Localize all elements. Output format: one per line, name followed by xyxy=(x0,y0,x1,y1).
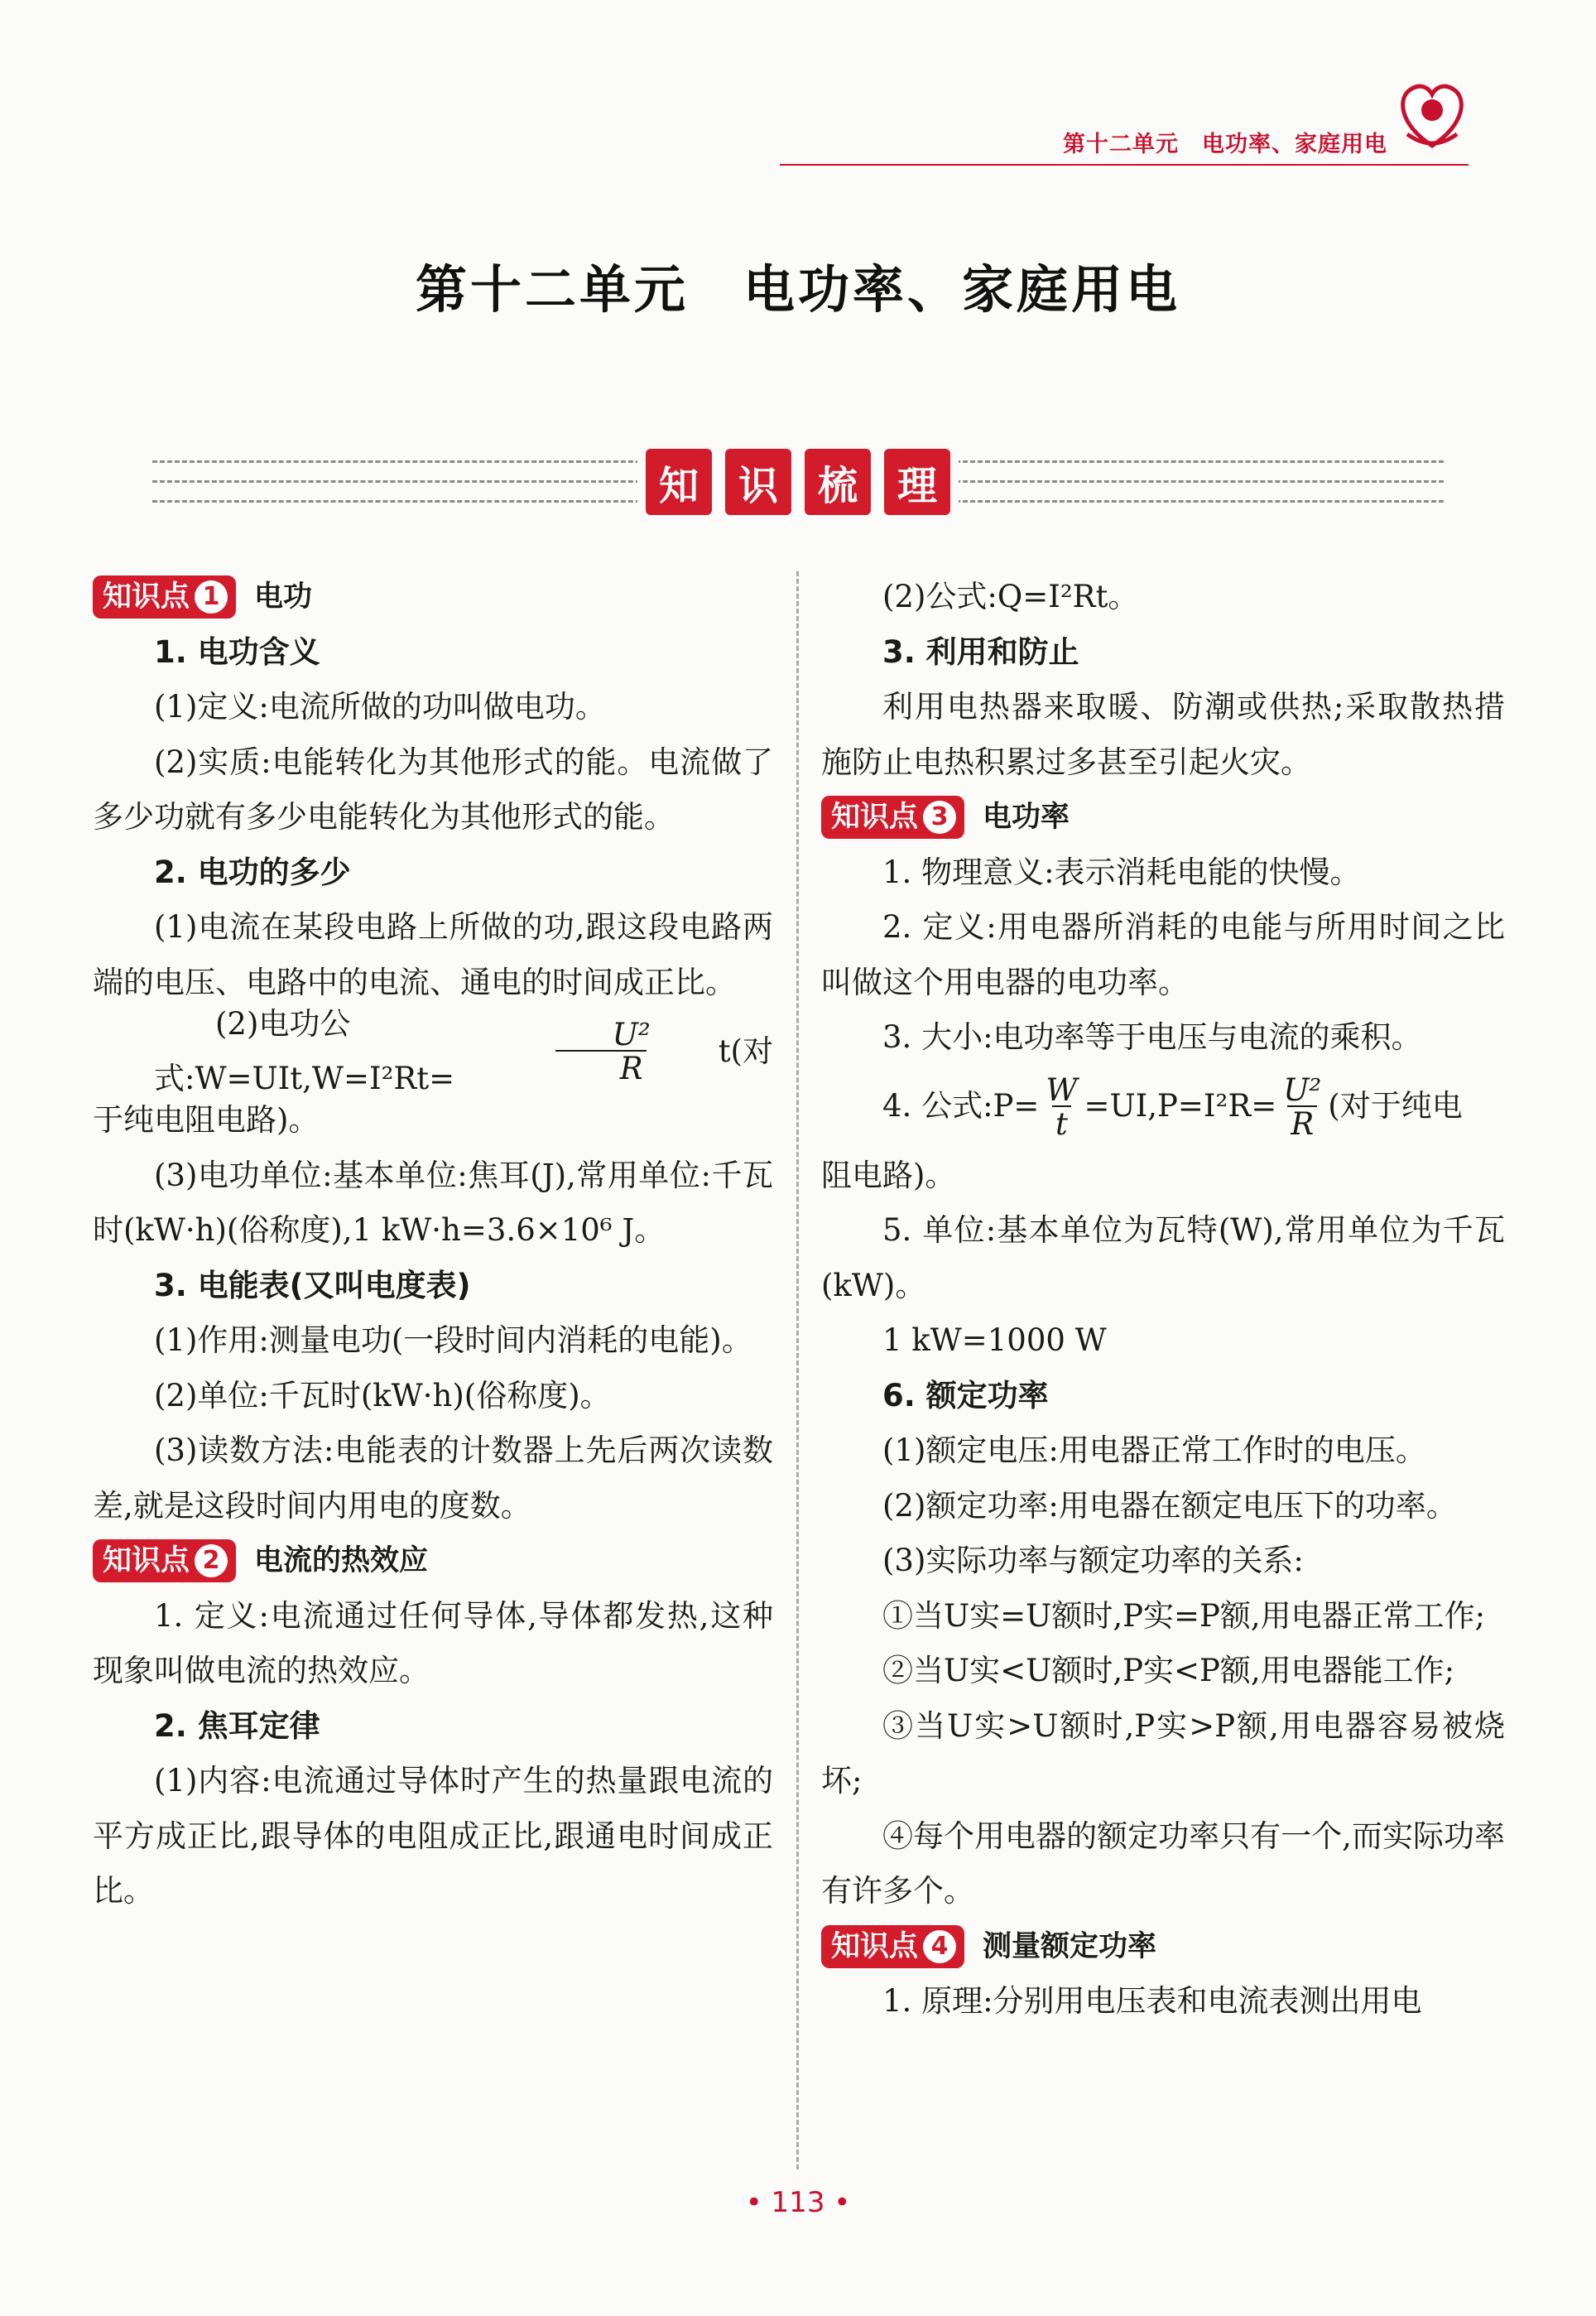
paragraph: (3)实际功率与额定功率的关系: xyxy=(882,1543,1304,1578)
paragraph: ②当U实<U额时,P实<P额,用电器能工作; xyxy=(882,1653,1455,1688)
banner-char: 理 xyxy=(884,449,950,515)
fraction: $\frac{\text{U²}}{R}$ xyxy=(548,1019,654,1084)
left-column xyxy=(93,570,773,1919)
section-banner xyxy=(0,449,1596,515)
formula-text: =UI,P=I²R= xyxy=(1084,1088,1277,1124)
knowledge-point-heading xyxy=(93,1534,773,1589)
formula-text: (2)电功公式:W=UIt,W=I²Rt= xyxy=(154,1005,455,1096)
paragraph: 2. 定义:用电器所消耗的电能与所用时间之比叫做这个用电器的电功率。 xyxy=(821,909,1505,1000)
header-rule xyxy=(780,164,1469,166)
knowledge-point-heading xyxy=(93,570,773,625)
paragraph: ①当U实=U额时,P实=P额,用电器正常工作; xyxy=(882,1597,1486,1634)
page-number: • 113 • xyxy=(745,2186,851,2219)
paragraph: ③当U实>U额时,P实>P额,用电器容易被烧坏; xyxy=(821,1707,1505,1798)
formula-text: t(对 xyxy=(718,1033,773,1069)
paragraph: 5. 单位:基本单位为瓦特(W),常用单位为千瓦(kW)。 xyxy=(821,1212,1505,1303)
paragraph: 1. 定义:电流通过任何导体,导体都发热,这种现象叫做电流的热效应。 xyxy=(93,1597,773,1688)
paragraph: (1)内容:电流通过导体时产生的热量跟电流的平方成正比,跟导体的电阻成正比,跟通电时间成正比。 xyxy=(93,1763,773,1909)
paragraph: 利用电热器来取暖、防潮或供热;采取散热措施防止电热积累过多甚至引起火灾。 xyxy=(821,689,1505,780)
paragraph: (1)定义:电流所做的功叫做电功。 xyxy=(154,689,606,725)
paragraph: ④每个用电器的额定功率只有一个,而实际功率有许多个。 xyxy=(821,1818,1505,1909)
paragraph: 1. 原理:分别用电压表和电流表测出用电 xyxy=(882,1983,1422,2019)
subheading: 1. 电功含义 xyxy=(154,633,320,670)
subheading: 3. 利用和防止 xyxy=(882,633,1079,670)
paragraph: (2)公式:Q=I²Rt。 xyxy=(882,579,1139,614)
formula-line xyxy=(821,1066,1505,1148)
knowledge-point-badge: 知识点 4 xyxy=(821,1925,964,1968)
paragraph: (1)额定电压:用电器正常工作时的电压。 xyxy=(882,1432,1426,1468)
subheading: 6. 额定功率 xyxy=(882,1377,1049,1413)
knowledge-point-badge: 知识点 2 xyxy=(93,1539,236,1582)
paragraph: (1)作用:测量电功(一段时间内消耗的电能)。 xyxy=(154,1322,752,1358)
formula-text: (对于纯电 xyxy=(1328,1088,1463,1124)
paragraph: (2)实质:电能转化为其他形式的能。电流做了多少功就有多少电能转化为其他形式的能。 xyxy=(93,744,773,835)
paragraph: (2)额定功率:用电器在额定电压下的功率。 xyxy=(882,1487,1457,1524)
banner-char: 识 xyxy=(725,449,791,515)
knowledge-point-title: 电功 xyxy=(254,580,313,614)
subheading: 2. 电功的多少 xyxy=(154,854,351,890)
formula-text: 4. 公式:P= xyxy=(882,1088,1040,1124)
paragraph: 于纯电阻电路)。 xyxy=(93,1102,320,1138)
knowledge-point-badge: 知识点 3 xyxy=(821,796,964,839)
subheading: 2. 焦耳定律 xyxy=(154,1707,320,1744)
paragraph: 3. 大小:电功率等于电压与电流的乘积。 xyxy=(882,1019,1422,1055)
fraction: $\frac{W}{t}$ xyxy=(1046,1071,1078,1142)
knowledge-point-title: 电功率 xyxy=(983,801,1070,834)
knowledge-point-title: 电流的热效应 xyxy=(254,1544,429,1577)
heart-shield-icon xyxy=(1391,73,1473,156)
banner-char: 知 xyxy=(646,449,712,515)
knowledge-point-heading xyxy=(821,790,1505,845)
paragraph: (3)读数方法:电能表的计数器上先后两次读数差,就是这段时间内用电的度数。 xyxy=(93,1432,773,1524)
column-divider xyxy=(796,571,799,2169)
right-column xyxy=(821,570,1505,2030)
paragraph: (2)单位:千瓦时(kW·h)(俗称度)。 xyxy=(154,1377,611,1413)
unit-title: 第十二单元 电功率、家庭用电 xyxy=(415,259,1180,320)
fraction: $\frac{\text{U²}}{R}$ xyxy=(1283,1071,1322,1142)
formula-line xyxy=(93,1005,773,1096)
paragraph: (1)电流在某段电路上所做的功,跟这段电路两端的电压、电路中的电流、通电的时间成正比。 xyxy=(93,909,773,1000)
paragraph: (3)电功单位:基本单位:焦耳(J),常用单位:千瓦时(kW·h)(俗称度),1 kW·h=3.6×10⁶ J。 xyxy=(93,1157,773,1248)
subheading: 3. 电能表(又叫电度表) xyxy=(154,1267,471,1303)
paragraph: 阻电路)。 xyxy=(821,1157,956,1193)
paragraph: 1. 物理意义:表示消耗电能的快慢。 xyxy=(882,854,1361,890)
running-header: 第十二单元 电功率、家庭用电 xyxy=(1063,132,1387,157)
knowledge-point-heading xyxy=(821,1919,1505,1975)
knowledge-point-badge: 知识点 1 xyxy=(93,575,236,619)
banner-char: 梳 xyxy=(805,449,871,515)
paragraph: 1 kW=1000 W xyxy=(882,1322,1107,1358)
knowledge-point-title: 测量额定功率 xyxy=(983,1929,1157,1963)
